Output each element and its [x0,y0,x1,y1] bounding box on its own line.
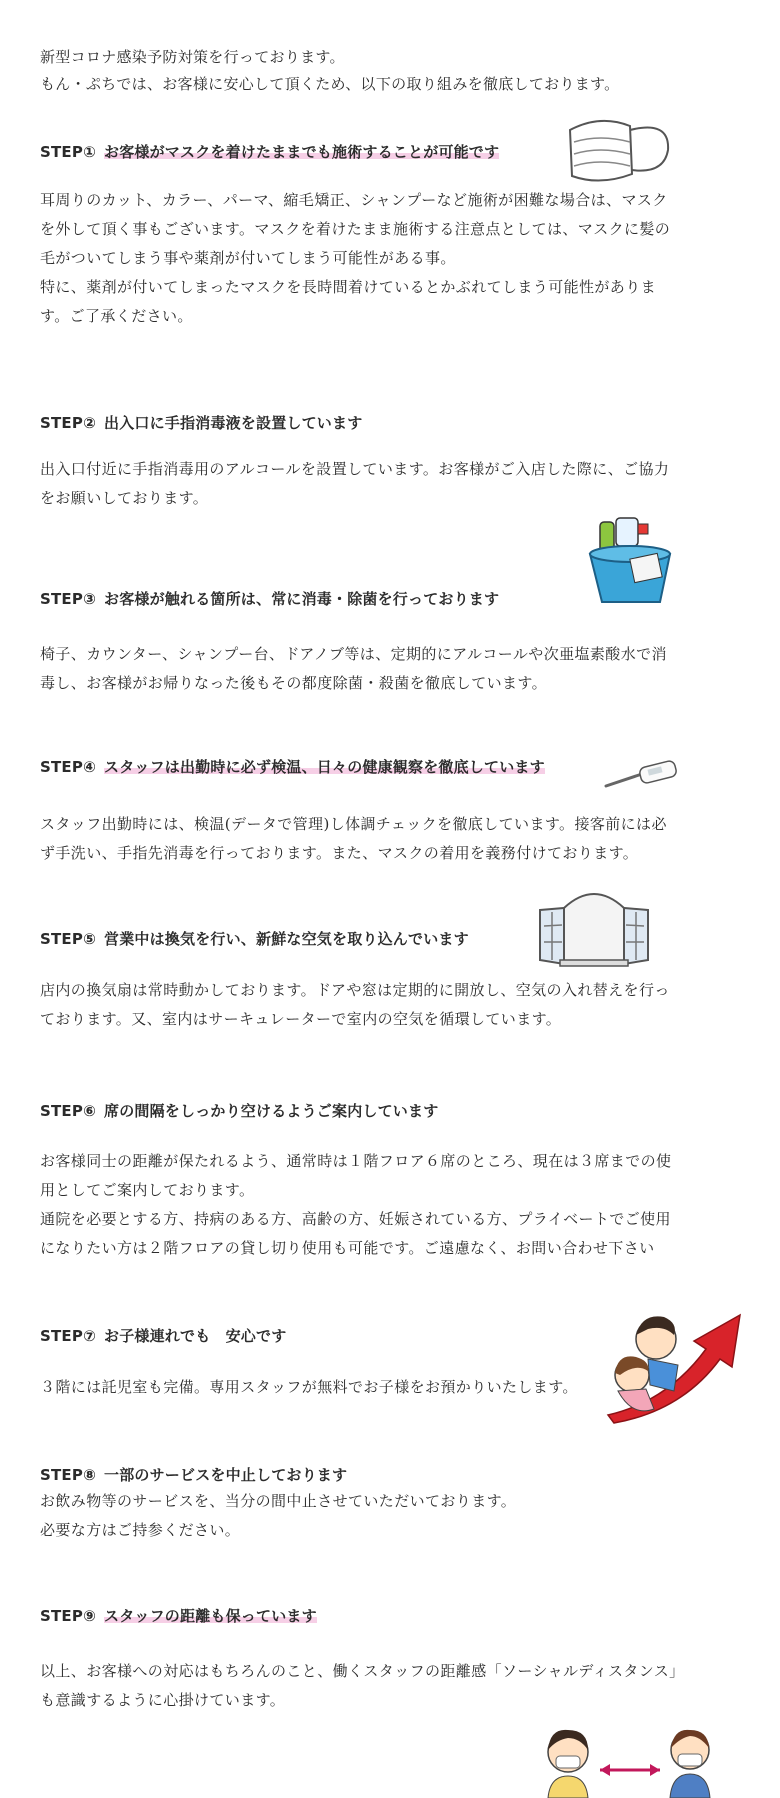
intro-line-1: 新型コロナ感染予防対策を行っております。 [40,48,345,66]
body-line: 耳周りのカット、カラー、パーマ、縮毛矯正、シャンプーなど施術が困難な場合は、マスク [40,191,668,209]
body-line: 用としてご案内しております。 [40,1181,255,1199]
body-line: 毛がついてしまう事や薬剤が付いてしまう可能性がある事。 [40,249,456,267]
step-5-heading [40,928,469,949]
step-number: STEP⑦ [40,1327,96,1345]
body-line: 出入口付近に手指消毒用のアルコールを設置しています。お客様がご入店した際に、ご協力 [40,460,670,478]
step-number: STEP① [40,143,96,161]
step-9-heading [40,1605,317,1626]
step-5-body [40,976,710,1034]
step-8-heading [40,1464,347,1485]
step-title: お客様が触れる箇所は、常に消毒・除菌を行っております [104,590,500,608]
body-line: を外して頂く事もございます。マスクを着けたまま施術する注意点としては、マスクに髪の [40,220,671,238]
body-line: 椅子、カウンター、シャンプー台、ドアノブ等は、定期的にアルコールや次亜塩素酸水で消 [40,645,667,663]
body-line: ３階には託児室も完備。専用スタッフが無料でお子様をお預かりいたします。 [40,1378,578,1396]
step-number: STEP⑤ [40,930,96,948]
body-line: も意識するように心掛けています。 [40,1691,286,1709]
step-8-body [40,1487,710,1545]
body-line: 以上、お客様への対応はもちろんのこと、働くスタッフの距離感「ソーシャルディスタンス」 [40,1662,685,1680]
step-number: STEP④ [40,758,96,776]
step-9-body [40,1657,710,1715]
step-title: 営業中は換気を行い、新鮮な空気を取り込んでいます [104,930,469,948]
body-line: す。ご了承ください。 [40,307,193,325]
body-line: お客様同士の距離が保たれるよう、通常時は１階フロア６席のところ、現在は３席までの使 [40,1152,672,1170]
body-line: ております。又、室内はサーキュレーターで室内の空気を循環しています。 [40,1010,562,1028]
body-line: お飲み物等のサービスを、当分の間中止させていただいております。 [40,1492,517,1510]
body-line: ず手洗い、手指先消毒を行っております。また、マスクの着用を義務付けております。 [40,844,639,862]
step-number: STEP⑥ [40,1102,96,1120]
step-number: STEP② [40,414,96,432]
intro [40,44,619,98]
step-title: 一部のサービスを中止しております [104,1466,348,1484]
step-2-heading [40,412,362,433]
step-3-heading [40,588,499,609]
step-title: お子様連れでも 安心です [104,1327,287,1345]
step-1-heading [40,141,499,162]
face-mask-illustration [560,112,680,192]
body-line: をお願いしております。 [40,489,209,507]
step-4-heading [40,756,545,777]
step-title: 席の間隔をしっかり空けるようご案内しています [104,1102,439,1120]
step-title: スタッフは出勤時に必ず検温、日々の健康観察を徹底しています [104,758,545,776]
open-window-illustration [534,880,654,968]
step-6-heading [40,1100,438,1121]
step-4-body [40,810,710,868]
body-line: 通院を必要とする方、持病のある方、高齢の方、妊娠されている方、プライベートでご使用 [40,1210,671,1228]
step-number: STEP⑧ [40,1466,96,1484]
step-title: お客様がマスクを着けたままでも施術することが可能です [104,143,500,161]
step-title: スタッフの距離も保っています [104,1607,317,1625]
step-number: STEP③ [40,590,96,608]
step-title: 出入口に手指消毒液を設置しています [104,414,363,432]
step-number: STEP⑨ [40,1607,96,1625]
body-line: 必要な方はご持参ください。 [40,1521,241,1539]
step-3-body [40,640,710,698]
body-line: 店内の換気扇は常時動かしております。ドアや窓は定期的に開放し、空気の入れ替えを行っ [40,981,670,999]
body-line: 特に、薬剤が付いてしまったマスクを長時間着けているとかぶれてしまう可能性がありま [40,278,657,296]
step-1-body [40,186,710,331]
body-line: 毒し、お客様がお帰りなった後もその都度除菌・殺菌を徹底しています。 [40,674,548,692]
body-line: になりたい方は２階フロアの貸し切り使用も可能です。ご遠慮なく、お問い合わせ下さい [40,1239,655,1257]
step-7-heading [40,1325,286,1346]
cleaning-bucket-illustration [580,510,680,610]
social-distance-illustration [540,1718,720,1798]
step-2-body [40,455,710,513]
thermometer-illustration [602,760,682,794]
children-with-arrow-illustration [598,1305,748,1425]
step-6-body [40,1147,710,1263]
body-line: スタッフ出勤時には、検温(データで管理)し体調チェックを徹底しています。接客前には必 [40,815,667,833]
intro-line-2: もん・ぷちでは、お客様に安心して頂くため、以下の取り組みを徹底しております。 [40,75,620,93]
